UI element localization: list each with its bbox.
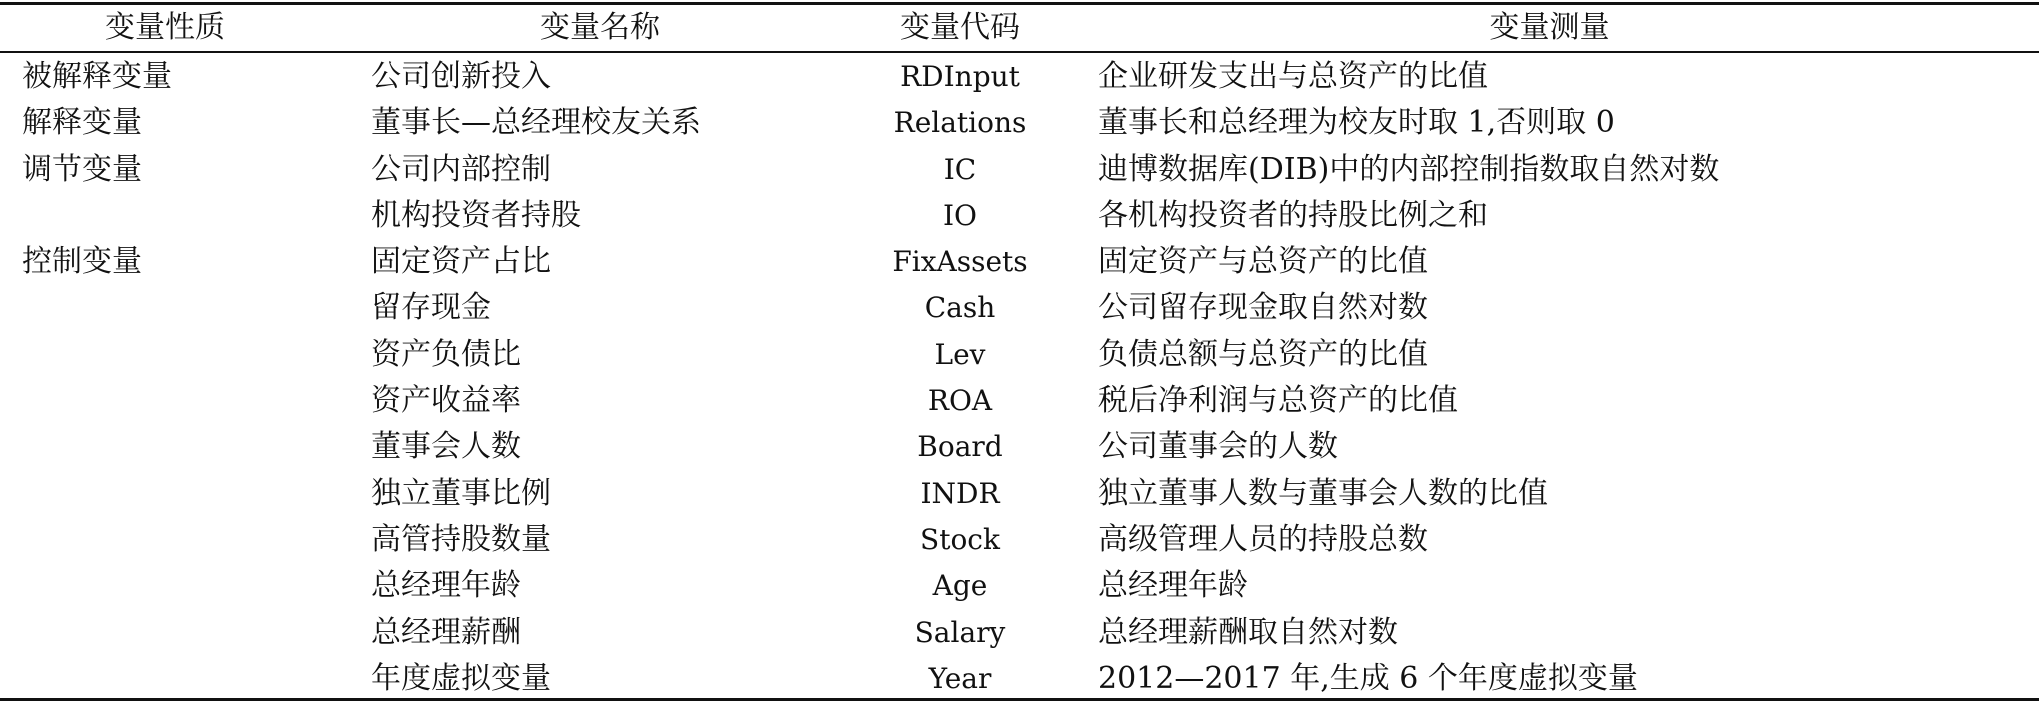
cell-name: 留存现金 (371, 290, 491, 326)
cell-nature (22, 193, 352, 239)
cell-code: INDR (920, 476, 1000, 510)
cell-measure: 总经理年龄 (1098, 568, 1248, 604)
cell-nature: 解释变量 (22, 105, 142, 141)
cell-nature: 被解释变量 (22, 59, 172, 94)
cell-measure: 董事长和总经理为校友时取 1,否则取 0 (1098, 105, 1615, 141)
cell-code: Lev (934, 337, 986, 371)
cell-code: Relations (893, 106, 1027, 140)
cell-nature (22, 332, 352, 378)
cell-code: Cash (924, 291, 996, 325)
table-bottom-rule (0, 698, 2039, 701)
header-variable-name: 变量名称 (540, 10, 660, 45)
cell-name: 独立董事比例 (371, 475, 551, 511)
cell-name: 董事长—总经理校友关系 (371, 105, 701, 141)
cell-measure: 公司董事会的人数 (1098, 429, 1338, 465)
table-row (0, 656, 2039, 702)
table-row (0, 332, 2039, 378)
table-row (0, 239, 2039, 285)
cell-code: IO (942, 198, 977, 232)
cell-code: RDInput (900, 60, 1020, 93)
cell-name: 年度虚拟变量 (371, 660, 551, 696)
cell-name: 固定资产占比 (371, 244, 551, 280)
cell-measure: 高级管理人员的持股总数 (1098, 521, 1428, 557)
cell-nature (22, 610, 352, 656)
cell-code: Stock (920, 522, 1000, 556)
cell-code: Board (917, 430, 1003, 464)
table-row (0, 471, 2039, 517)
cell-name: 机构投资者持股 (371, 197, 581, 233)
cell-nature (22, 517, 352, 563)
cell-nature (22, 471, 352, 517)
cell-name: 总经理薪酬 (371, 614, 521, 650)
cell-nature (22, 563, 352, 609)
cell-nature (22, 424, 352, 470)
cell-measure: 独立董事人数与董事会人数的比值 (1098, 475, 1548, 511)
cell-nature (22, 378, 352, 424)
header-variable-nature: 变量性质 (105, 10, 225, 45)
table-row (0, 378, 2039, 424)
cell-code: IC (943, 152, 977, 186)
cell-nature (22, 656, 352, 702)
cell-name: 公司创新投入 (371, 59, 551, 94)
cell-name: 总经理年龄 (371, 568, 521, 604)
cell-name: 资产负债比 (371, 336, 521, 372)
cell-nature (22, 285, 352, 331)
cell-name: 公司内部控制 (371, 151, 551, 187)
table-row (0, 54, 2039, 100)
cell-name: 资产收益率 (371, 383, 521, 419)
cell-code: FixAssets (892, 245, 1028, 279)
cell-name: 高管持股数量 (371, 521, 551, 557)
table-row (0, 100, 2039, 146)
table-header-row (0, 5, 2039, 51)
table-row (0, 610, 2039, 656)
table-row (0, 193, 2039, 239)
cell-code: Salary (914, 615, 1006, 649)
cell-measure: 固定资产与总资产的比值 (1098, 244, 1428, 280)
table-row (0, 147, 2039, 193)
cell-measure: 税后净利润与总资产的比值 (1098, 383, 1458, 419)
table-row (0, 563, 2039, 609)
table-row (0, 424, 2039, 470)
cell-measure: 公司留存现金取自然对数 (1098, 290, 1428, 326)
cell-nature: 调节变量 (22, 151, 142, 187)
cell-measure: 负债总额与总资产的比值 (1098, 336, 1428, 372)
table-header-rule (0, 51, 2039, 53)
header-variable-code: 变量代码 (900, 10, 1020, 45)
cell-measure: 企业研发支出与总资产的比值 (1098, 59, 1488, 94)
table-row (0, 285, 2039, 331)
table-body (0, 54, 2039, 702)
table-row (0, 517, 2039, 563)
cell-measure: 2012—2017 年,生成 6 个年度虚拟变量 (1098, 660, 1638, 696)
cell-nature: 控制变量 (22, 244, 142, 280)
cell-measure: 迪博数据库(DIB)中的内部控制指数取自然对数 (1098, 151, 1720, 187)
cell-name: 董事会人数 (371, 429, 521, 465)
cell-code: Age (932, 569, 988, 603)
cell-measure: 各机构投资者的持股比例之和 (1098, 197, 1488, 233)
header-variable-measure: 变量测量 (1489, 10, 1610, 45)
cell-code: Year (928, 661, 992, 695)
cell-measure: 总经理薪酬取自然对数 (1098, 614, 1398, 650)
cell-code: ROA (927, 384, 993, 418)
